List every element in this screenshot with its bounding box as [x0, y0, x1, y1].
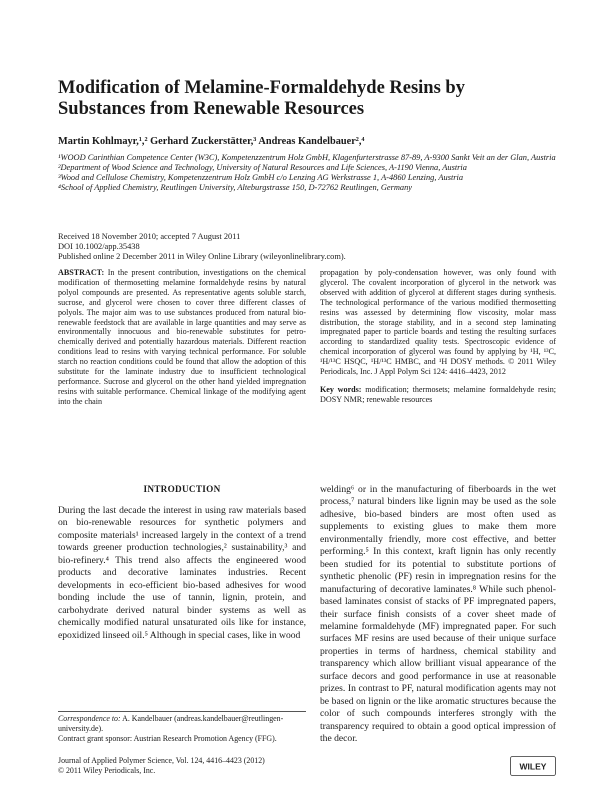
affiliation-4: ⁴School of Applied Chemistry, Reutlingen University, Alteburgstrasse 150, D-72762 Reutlingen, Germany: [58, 183, 412, 192]
keywords: [320, 385, 556, 405]
doi[interactable]: DOI 10.1002/app.35438: [58, 242, 140, 251]
logo-text: WILEY: [519, 761, 547, 772]
keywords-label: Key words:: [320, 384, 362, 394]
journal-citation-block: [58, 756, 306, 776]
grant-note: Contract grant sponsor: Austrian Research Promotion Agency (FFG).: [58, 733, 277, 743]
published-online: Published online 2 December 2011 in Wiley Online Library (wileyonlinelibrary.com).: [58, 252, 346, 261]
abstract-left-column: [58, 268, 306, 407]
journal-citation: Journal of Applied Polymer Science, Vol. 124, 4416–4423 (2012): [58, 756, 265, 765]
copyright-line: © 2011 Wiley Periodicals, Inc.: [58, 765, 156, 775]
introduction-text-right: welding⁶ or in the manufacturing of fiberboards in the wet process,⁷ natural binders like lignin may be used as the sole adhesive, bio-based binders are most often used as supplements to existing glues to make them more environmentally friendly, more cost effective, and better performing.⁵ In this context, kraft lignin has only recently been studied for its potential to substitute portions of synthetic phenolic (PF) resin in impregnation resins for the manufacturing of decorative laminates.⁸ While such phenol-based laminates consist of stacks of PF impregnated papers, their surface finish consists of a cover sheet made of melamine formaldehyde (MF) impregnated paper. For such surfaces MF resins are used because of their unique surface properties in terms of hardness, chemical stability and transparency which allow brilliant visual appearance of the surface decors and good performance in use at reasonable prizes. In contrast to PF, natural modification agents may not be based on lignin or the like aromatic structures because the color of such compounds interferes strongly with the transparency required to obtain a good optical impression of the decor.: [320, 484, 556, 745]
affiliations: [58, 153, 558, 193]
affiliation-1: ¹WOOD Carinthian Competence Center (W3C), Kompetenzzentrum Holz GmbH, Klagenfurterstrasse 87-89, A-9300 Sankt Veit an der Glan, Austria: [58, 153, 556, 162]
abstract-body-right: propagation by poly-condensation however, was only found with glycerol. The covalent incorporation of glycerol in the network was observed with addition of glycerol at different stages during synthesis. The technological performance of the various modified thermosetting resins was assessed by determining flow viscosity, molar mass distribution, the storage stability, and in a second step laminating impregnated paper to particle boards and testing the resulting surfaces according to standardized quality tests. Spectroscopic evidence of chemical incorporation of glycerol was found by applying by ¹H, ¹³C, ¹H/¹³C HSQC, ¹H/¹³C HMBC, and ¹H DOSY methods. © 2011 Wiley Periodicals, Inc. J Appl Polym Sci 124: 4416–4423, 2012: [320, 268, 556, 377]
correspondence-contact: A. Kandelbauer (andreas.kandelbauer@reutlingen-university.de).: [58, 714, 284, 733]
publication-dates: [58, 232, 558, 262]
keywords-list: modification; thermosets; melamine formaldehyde resin; DOSY NMR; renewable resources: [320, 384, 556, 404]
article-title: Modification of Melamine-Formaldehyde Resins by Substances from Renewable Resources: [58, 78, 465, 119]
introduction-text-left: During the last decade the interest in using raw materials based on bio-renewable resources for synthetic polymers and composite materials¹ increased largely in the context of a trend towards greener production technologies,² sustainability,³ and bio-refinery.⁴ This trend also affects the engineered wood products and decorative laminates industries. Recent developments in eco-efficient bio-based adhesives for wood bonding include the use of tannin, lignin, protein, and carbohydrate derived natural binder systems as well as chemically modified natural unsaturated oils like for instance, epoxidized linseed oil.⁵ Although in special cases, like in wood: [58, 505, 306, 641]
wiley-logo: [510, 756, 556, 776]
author-list: Martin Kohlmayr,¹,² Gerhard Zuckerstätter,³ Andreas Kandelbauer²,⁴: [58, 136, 365, 147]
abstract-body-left: In the present contribution, investigations on the chemical modification of thermosetting melamine formaldehyde resins by natural polyol compounds are presented. As representative agents soluble starch, sucrose, and glycerol were chosen to cover three different classes of polyols. The major aim was to use substances produced from natural bio-renewable feedstock that are available in large quantities and may serve as environmentally innocuous and bio-renewable substitutes for petro-chemically derived and potentially hazardous materials. Different reaction conditions lead to resins with varying technical performance. For soluble starch no reaction conditions could be found that allow the adoption of this substitute for the laminate industry due to insufficient technological performance. Sucrose and glycerol on the other hand yielded impregnation resins with suitable performance. Chemical linkage of the modifying agent into the chain: [58, 268, 306, 406]
correspondence-label: Correspondence to:: [58, 714, 121, 723]
footnotes: [58, 714, 306, 743]
received-date: Received 18 November 2010; accepted 7 August 2011: [58, 232, 241, 241]
abstract-right-column: [320, 268, 556, 405]
introduction-heading: INTRODUCTION: [143, 484, 221, 494]
correspondence-note: [58, 714, 306, 734]
abstract-label: ABSTRACT:: [58, 268, 105, 277]
affiliation-3: ³Wood and Cellulose Chemistry, Kompetenzzentrum Holz GmbH c/o Lenzing AG Werkstrasse 1, A-4860 Lenzing, Austria: [58, 173, 464, 182]
abstract-text-left: [58, 268, 306, 407]
introduction-left-column: [58, 505, 306, 642]
affiliation-2: ²Department of Wood Science and Technology, University of Natural Resources and Life Sciences, A-1190 Vienna, Austria: [58, 163, 467, 172]
footnote-divider: [58, 711, 306, 712]
introduction-right-column: [320, 484, 556, 746]
